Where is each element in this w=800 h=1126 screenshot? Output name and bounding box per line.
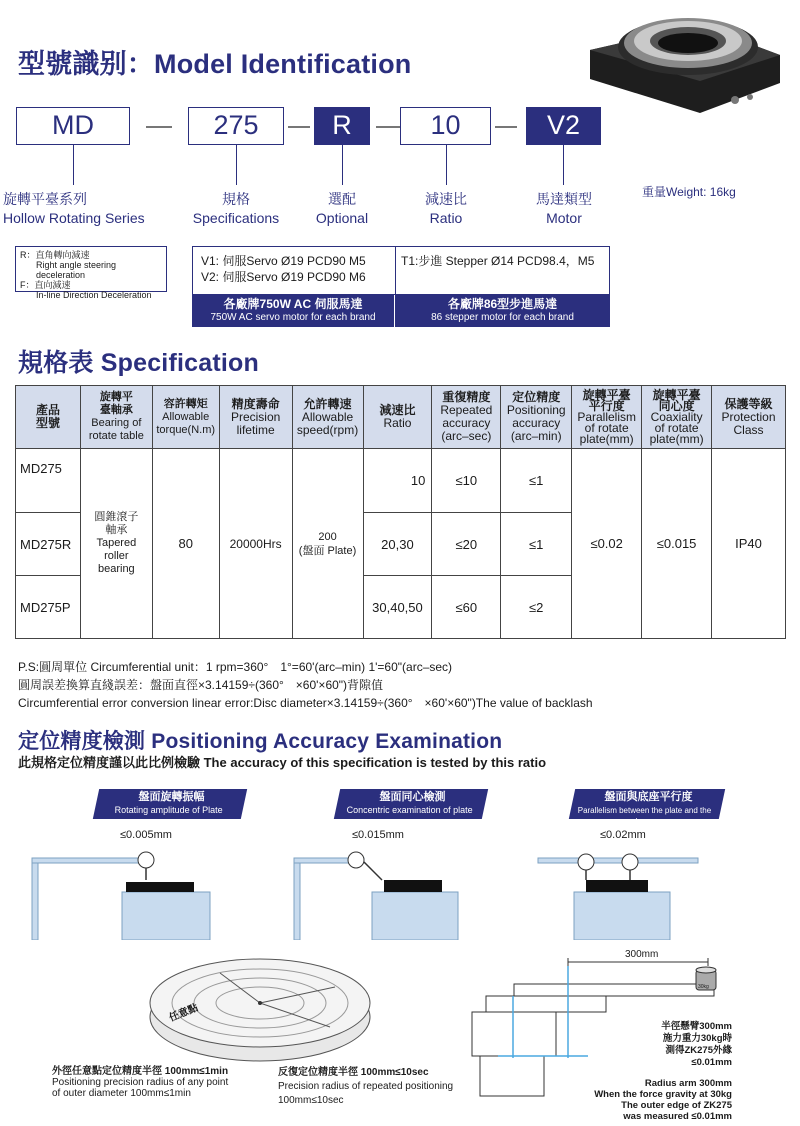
code-divider (495, 126, 517, 128)
rotating-amplitude-diagram (32, 852, 210, 940)
header-parallelism: 旋轉平臺 平行度 Parallelism of rotate plate(mm) (572, 386, 642, 449)
product-photo (580, 5, 790, 115)
stepper-banner: 各廠牌86型步進馬達 86 stepper motor for each brand (395, 295, 610, 327)
test-value: ≤0.015mm (352, 829, 404, 841)
option-box: R：直角轉向減速 Right angle steering deceleration F：直向減速 In-line Direction Deceleration (15, 246, 167, 292)
stepper-option: T1:步進 Stepper Ø14 PCD98.4，M5 (401, 254, 595, 268)
code-motor: V2 (526, 107, 601, 145)
header-speed: 允許轉速 Allowable speed(rpm) (292, 386, 363, 449)
parallelism-diagram (538, 854, 698, 940)
test-banner: 盤面同心檢測 Concentric examination of plate (334, 789, 488, 819)
code-divider (146, 126, 172, 128)
spec-table (15, 385, 786, 639)
test-illustrations (0, 840, 800, 940)
page-title: 型號識别：Model Identification (18, 49, 412, 79)
test-value: ≤0.005mm (120, 829, 172, 841)
test-banner: 盤面旋轉振幅 Rotating amplitude of Plate (93, 789, 247, 819)
code-spec: 275 (188, 107, 284, 145)
positioning-cell: ≤1 (501, 513, 572, 576)
connector-line (563, 145, 564, 185)
disc-point-label: 任意點 (167, 1002, 200, 1025)
concentric-diagram (294, 852, 458, 940)
spec-title: 規格表 Specification (18, 349, 259, 377)
connector-line (342, 145, 343, 185)
arm-note-en: Radius arm 300mm When the force gravity at 30kg The outer edge of ZK275 was measured ≤0.01mm (594, 1078, 732, 1122)
positioning-cell: ≤2 (501, 576, 572, 639)
servo-banner: 各廠牌750W AC 伺服馬達 750W AC servo motor for each brand (192, 295, 394, 327)
positioning-cell: ≤1 (501, 449, 572, 513)
label-option: 選配 Optional (315, 191, 369, 226)
repeated-cell: ≤10 (432, 449, 501, 513)
bearing-cell: 圓錐滾子 軸承 Tapered roller bearing (80, 449, 152, 639)
connector-line (236, 145, 237, 185)
code-option: R (314, 107, 370, 145)
header-bearing: 旋轉平 臺軸承 Bearing of rotate table (80, 386, 152, 449)
test-value: ≤0.02mm (600, 829, 646, 841)
coaxiality-cell: ≤0.015 (642, 449, 712, 639)
arm-note-zh: 半徑懸臂300mm 施力重力30kg時 測得ZK275外緣 ≤0.01mm (661, 1021, 732, 1068)
code-divider (288, 126, 310, 128)
header-coaxiality: 旋轉平臺 同心度 Coaxiality of rotate plate(mm) (642, 386, 712, 449)
arm-length-label: 300mm (625, 949, 659, 960)
header-model: 產品 型號 (16, 386, 81, 449)
ratio-cell: 10 (363, 449, 432, 513)
servo-options: V1: 伺服Servo Ø19 PCD90 M5 V2: 伺服Servo Ø19 PCD90 M6 (201, 254, 366, 284)
model-cell: MD275 (16, 449, 81, 513)
header-lifetime: 精度壽命 Precision lifetime (219, 386, 292, 449)
weight-tag: 30kg (698, 984, 709, 990)
speed-cell: 200 (盤面 Plate) (292, 449, 363, 639)
protection-cell: IP40 (712, 449, 786, 639)
ratio-cell: 20,30 (363, 513, 432, 576)
code-series: MD (16, 107, 130, 145)
weight-label: 重量Weight: 16kg (642, 185, 736, 199)
ratio-cell: 30,40,50 (363, 576, 432, 639)
header-torque: 容許轉矩 Allowable torque(N.m) (152, 386, 219, 449)
model-cell: MD275R (16, 513, 81, 576)
connector-line (73, 145, 74, 185)
test-banner: 盤面與底座平行度 Parallelism between the plate and the base (569, 789, 725, 819)
motor-box (192, 246, 610, 295)
label-motor: 馬達類型 Motor (536, 191, 592, 226)
repeated-cell: ≤20 (432, 513, 501, 576)
code-divider (376, 126, 400, 128)
code-ratio: 10 (400, 107, 491, 145)
header-repeated: 重復精度 Repeated accuracy (arc–sec) (432, 386, 501, 449)
label-series: 旋轉平臺系列 Hollow Rotating Series (3, 191, 145, 226)
repeated-cell: ≤60 (432, 576, 501, 639)
caption-repeat: 反復定位精度半徑 100mm≤10sec Precision radius of repeated positioning 100mm≤10sec (278, 1067, 454, 1106)
header-ratio: 減速比 Ratio (363, 386, 432, 449)
connector-line (446, 145, 447, 185)
exam-title: 定位精度檢測 Positioning Accuracy Examination (18, 730, 503, 753)
notes: P.S:圓周單位 Circumferential unit：1 rpm=360° 1°=60'(arc–min) 1'=60"(arc–sec) 圓周誤差換算直綫誤差：盤面直徑×3.14159÷(360° ×60'×60")背隙值 Circumferential error conversion linear error:Disc diameter×3.14159÷(360° ×60'×60")The value of backlash (18, 660, 593, 710)
header-positioning: 定位精度 Positioning accuracy (arc–min) (501, 386, 572, 449)
parallelism-cell: ≤0.02 (572, 449, 642, 639)
torque-cell: 80 (152, 449, 219, 639)
label-ratio: 減速比 Ratio (425, 191, 467, 226)
exam-subtitle: 此規格定位精度謹以此比例檢驗 The accuracy of this specification is tested by this ratio (18, 755, 547, 770)
label-spec: 規格 Specifications (192, 191, 280, 226)
lifetime-cell: 20000Hrs (219, 449, 292, 639)
header-protection: 保護等級 Protection Class (712, 386, 786, 449)
table-row (16, 449, 786, 513)
caption-outer: 外徑任意點定位精度半徑 100mm≤1min Positioning precision radius of any point of outer diameter 100mm≤1min (52, 1066, 229, 1099)
model-cell: MD275P (16, 576, 81, 639)
